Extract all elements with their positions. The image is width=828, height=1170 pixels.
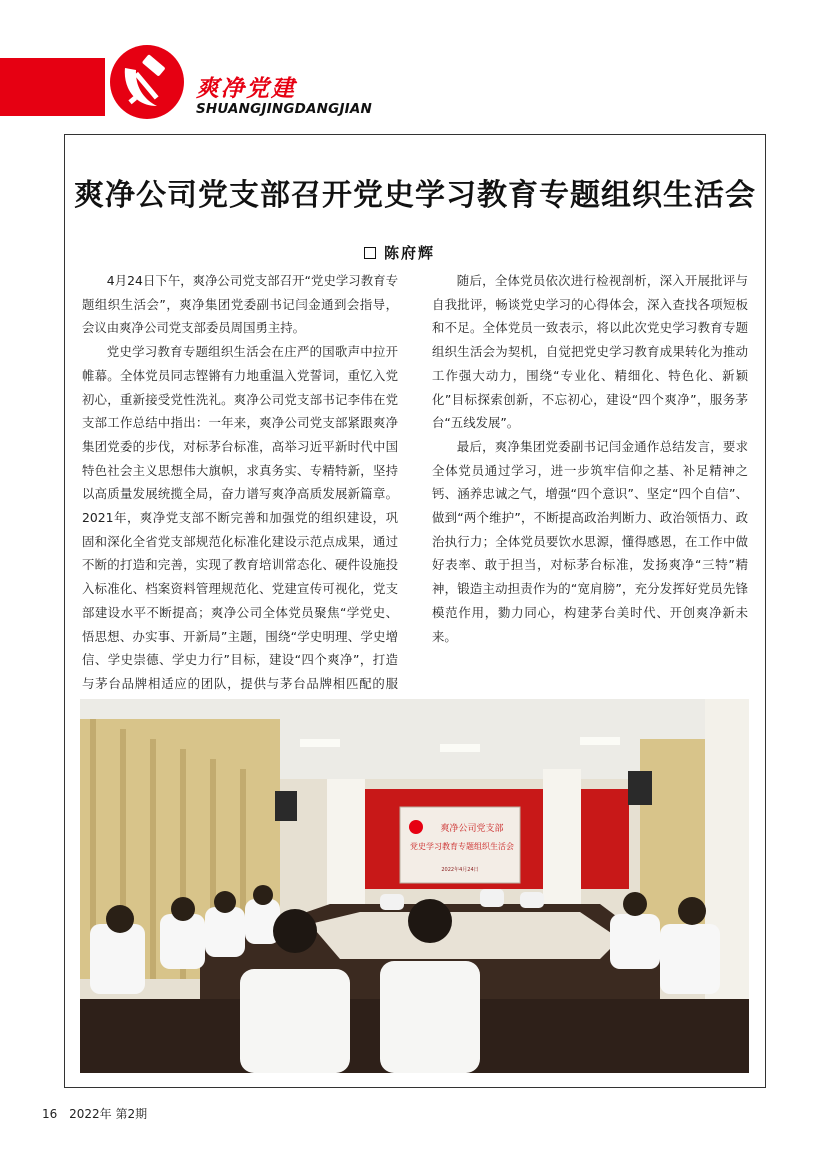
article-column-right — [432, 269, 748, 648]
paragraph: 党史学习教育专题组织生活会在庄严的国歌声中拉开帷幕。全体党员同志铿锵有力地重温入党誓词，重忆入党初心，重新接受党性洗礼。爽净公司党支部书记李伟在党支部工作总结中指出：一年来，爽净公司党支部紧跟爽净集团党委的步伐，对标茅台标准，高举习近平新时代中国特色社会主义思想伟大旗帜，求真务实、专精特新，坚持以高质量发展统揽全局，奋力谱写爽净高质发展新篇章。2021年，爽净党支部不断完善和加强党的组织建设，巩固和深化全省党支部规范化标准化建设示范点成果，通过不断的打造和完善，实现了教育培训常态化、硬件设施投入标准化、档案资料管理规范化、党建宣传可视化，党支部建设水平不断提高；爽净公司全体党员聚焦“学党史、悟思想、办实事、开新局”主题，围绕“学史明理、学史增信、学史崇德、学史力行”目标，建设“四个爽净”，打造与茅台品牌相适应的团队，提供与茅台品牌相匹配的服 — [82, 344, 398, 691]
article-title: 爽净公司党支部召开党史学习教育专题组织生活会 — [74, 178, 756, 213]
issue-label: 2022年 第2期 — [69, 1107, 148, 1121]
paragraph: 最后，爽净集团党委副书记闫金通作总结发言，要求全体党员通过学习，进一步筑牢信仰之基、补足精神之钙、涵养忠诚之气，增强“四个意识”、坚定“四个自信”、做到“两个维护”，不断提高政治判断力、政治领悟力、政治执行力；全体党员要饮水思源，懂得感恩，在工作中做好表率、敢于担当，对标茅台标准，发扬爽净“三特”精神，锻造主动担责作为的“宽肩膀”，充分发挥好党员先锋模范作用，勠力同心，构建茅台美时代、开创爽净新未来。 — [432, 438, 748, 644]
screen-line3: 2022年4月24日 — [441, 867, 479, 873]
header-red-band — [0, 58, 105, 116]
paragraph: 随后，全体党员依次进行检视剖析，深入开展批评与自我批评，畅谈党史学习的心得体会，深入查找各项短板和不足。全体党员一致表示，将以此次党史学习教育专题组织生活会为契机，自觉把党史学习教育成果转化为推动工作强大动力，围绕“专业化、精细化、特色化、新颖化”目标探索创新，不忘初心，建设“四个爽净”，服务茅台“五线发展”。 — [432, 273, 748, 431]
byline — [364, 242, 435, 263]
page-footer — [42, 1105, 147, 1122]
article-column-left — [82, 269, 398, 719]
brand-title-cn: 爽净党建 — [196, 76, 296, 102]
page-number: 16 — [42, 1107, 58, 1121]
meeting-photo — [80, 699, 749, 1073]
byline-box-icon — [364, 247, 376, 259]
screen-line2: 党史学习教育专题组织生活会 — [410, 842, 514, 851]
party-emblem-icon — [105, 40, 185, 124]
paragraph: 4月24日下午，爽净公司党支部召开“党史学习教育专题组织生活会”，爽净集团党委副书记闫金通到会指导，会议由爽净公司党支部委员周国勇主持。 — [82, 273, 398, 336]
author-name: 陈府辉 — [384, 244, 436, 262]
brand-title-en: SHUANGJINGDANGJIAN — [196, 101, 373, 117]
screen-line1: 爽净公司党支部 — [440, 824, 504, 834]
